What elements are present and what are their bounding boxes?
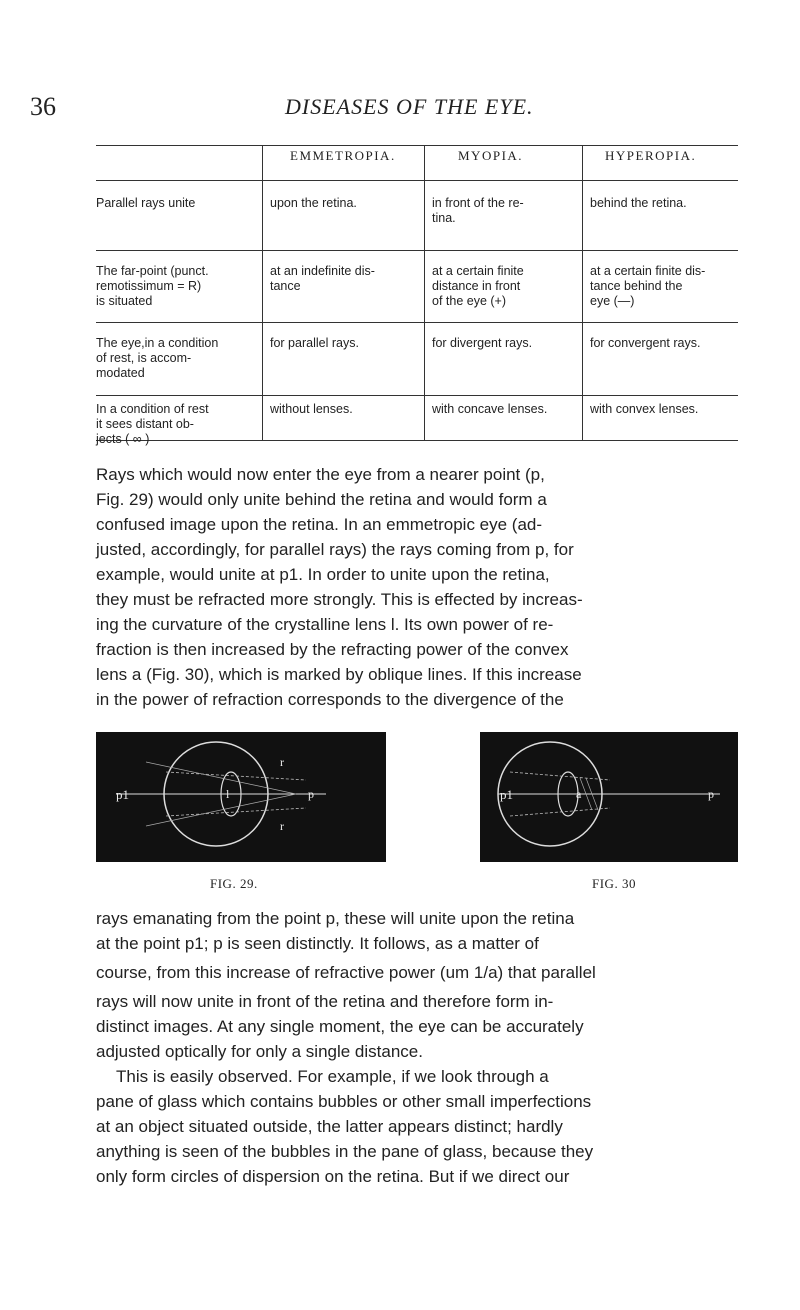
table-cell: at an indefinite dis- tance [270,264,375,293]
table-cell: in front of the re- tina. [432,196,524,225]
fig29-label-l: l [226,787,230,801]
table-rule-top [96,145,738,146]
fig29-label-p: p [308,787,314,801]
row-label: The far-point (punct. remotissimum = R) is situated [96,264,209,308]
table-col-divider-1 [262,145,263,440]
table-cell: for divergent rays. [432,336,533,350]
figure-29 [96,732,386,862]
text-line: anything is seen of the bubbles in the pane of glass, because they [96,1142,594,1161]
text-line: example, would unite at p1. In order to unite upon the retina, [96,565,550,584]
table-rule-row2 [96,322,738,323]
table-cell: at a certain finite dis- tance behind the eye (—) [590,264,706,308]
fig29-label-r-top: r [280,755,284,769]
page-number: 36 [30,92,56,121]
fig29-label-p1: p1 [116,787,129,802]
running-title: DISEASES OF THE EYE. [285,94,534,119]
table-cell: without lenses. [270,402,353,416]
text-line: at an object situated outside, the latter appears distinct; hardly [96,1117,563,1136]
figure-30 [480,732,738,862]
fig29-label-r-bottom: r [280,819,284,833]
table-rule-header [96,180,738,181]
figure-29-caption: FIG. 29. [210,876,258,891]
text-line: fraction is then increased by the refracting power of the convex [96,640,569,659]
text-line: they must be refracted more strongly. This is effected by increas- [96,590,583,609]
text-line: course, from this increase of refractive power (um 1/a) that parallel [96,963,596,982]
fig30-label-a: a [576,787,582,801]
row-label: In a condition of rest it sees distant ob- jects ( ∞ ) [96,402,209,446]
table-cell: for parallel rays. [270,336,359,350]
text-line: Rays which would now enter the eye from a nearer point (p, [96,465,545,484]
text-line: adjusted optically for only a single distance. [96,1042,423,1061]
text-line: rays emanating from the point p, these will unite upon the retina [96,909,575,928]
text-line: at the point p1; p is seen distinctly. It follows, as a matter of [96,934,539,953]
table-cell: at a certain finite distance in front of the eye (+) [432,264,524,308]
table-cell: upon the retina. [270,196,357,210]
paragraph-2 [96,906,738,1189]
table-cell: behind the retina. [590,196,687,210]
fig30-label-p1: p1 [500,787,513,802]
text-line: lens a (Fig. 30), which is marked by oblique lines. If this increase [96,665,582,684]
eye-diagram-fig30 [480,732,738,862]
text-line: rays will now unite in front of the retina and therefore form in- [96,992,554,1011]
text-line: justed, accordingly, for parallel rays) the rays coming from p, for [96,540,574,559]
text-line: confused image upon the retina. In an emmetropic eye (ad- [96,515,543,534]
fig30-label-p: p [708,787,714,801]
text-line: This is easily observed. For example, if we look through a [116,1067,549,1086]
paragraph-1 [96,462,738,712]
column-header-myopia: MYOPIA. [458,148,524,163]
table-cell: for convergent rays. [590,336,701,350]
row-label: Parallel rays unite [96,196,196,210]
text-line: distinct images. At any single moment, the eye can be accurately [96,1017,584,1036]
table-col-divider-3 [582,145,583,440]
table-col-divider-2 [424,145,425,440]
text-line: ing the curvature of the crystalline lens l. Its own power of re- [96,615,554,634]
text-line: pane of glass which contains bubbles or other small imperfections [96,1092,592,1111]
column-header-emmetropia: EMMETROPIA. [290,148,396,163]
row-label: The eye,in a condition of rest, is accom- modated [96,336,219,380]
column-header-hyperopia: HYPEROPIA. [605,148,697,163]
eye-diagram-fig29 [96,732,386,862]
page-header [30,92,770,122]
table-cell: with convex lenses. [590,402,699,416]
text-line: Fig. 29) would only unite behind the retina and would form a [96,490,547,509]
table-rule-row3 [96,395,738,396]
text-line: in the power of refraction corresponds to the divergence of the [96,690,564,709]
figure-30-caption: FIG. 30 [592,876,636,891]
text-line: only form circles of dispersion on the retina. But if we direct our [96,1167,570,1186]
table-cell: with concave lenses. [432,402,548,416]
table-rule-row1 [96,250,738,251]
